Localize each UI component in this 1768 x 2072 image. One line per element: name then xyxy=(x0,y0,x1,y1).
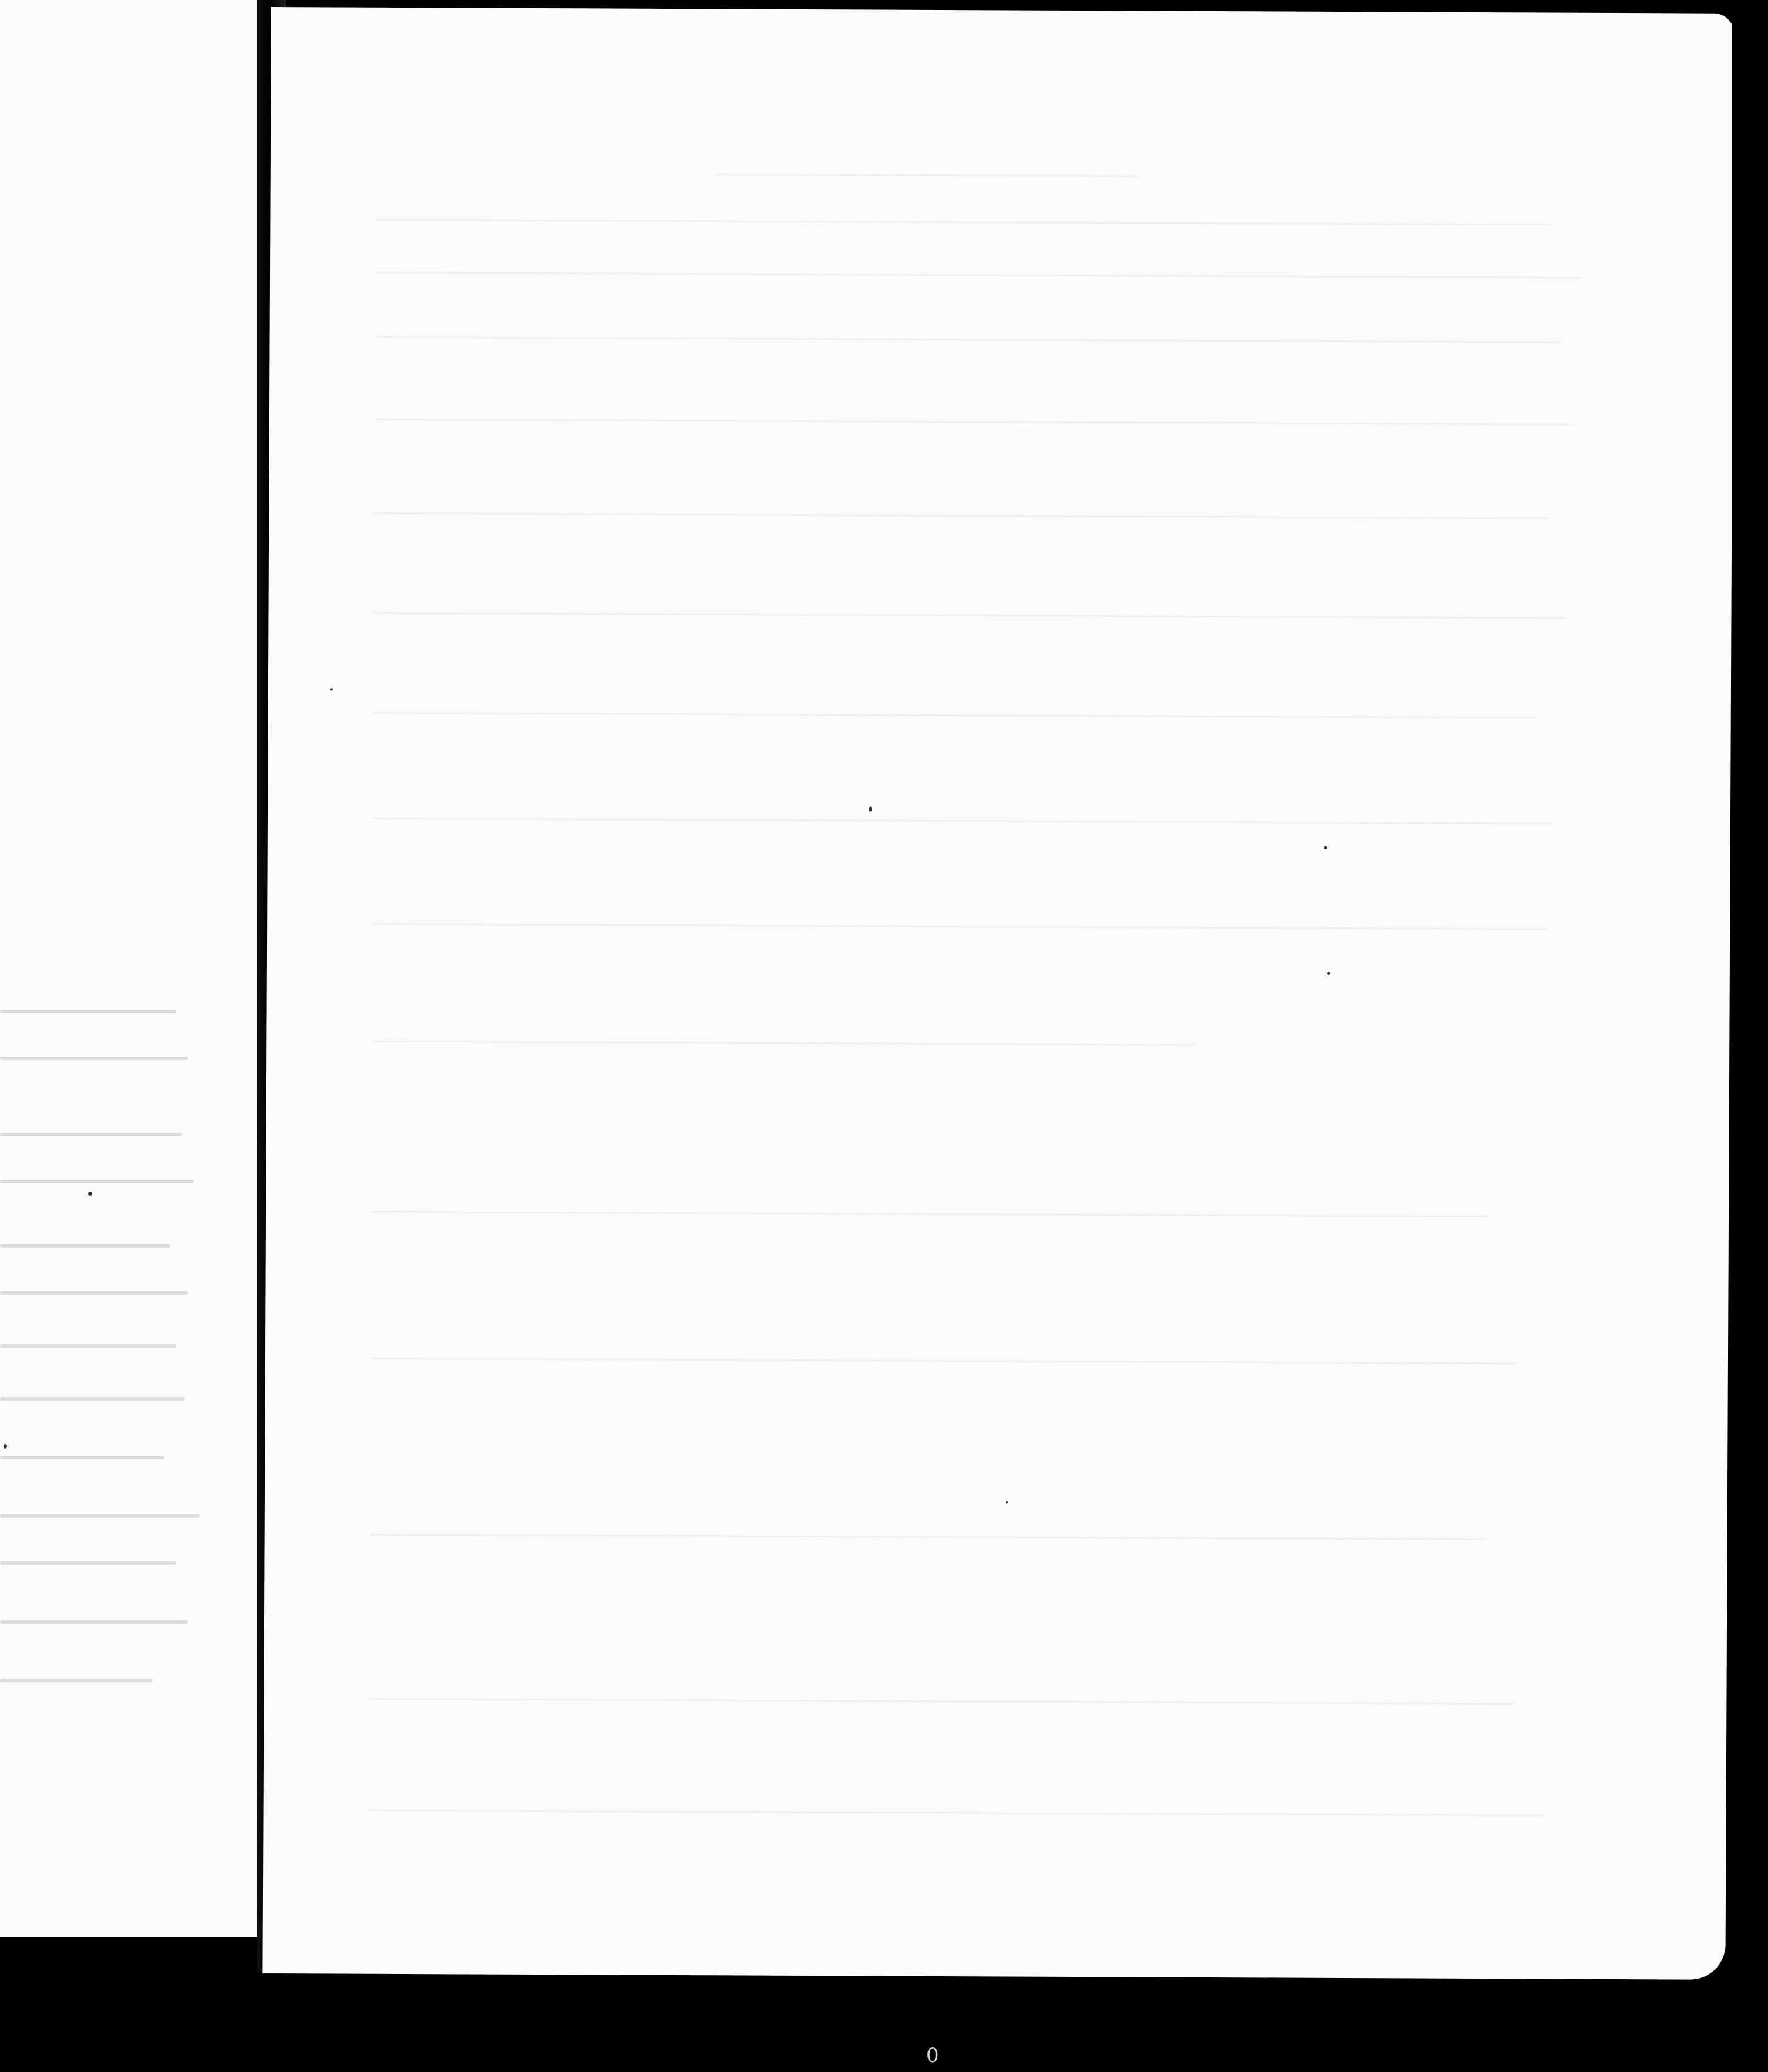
bleed-through-mark xyxy=(0,1291,188,1295)
show-through-line xyxy=(373,818,1553,825)
right-page-blank xyxy=(262,7,1734,1980)
bleed-through-mark xyxy=(0,1010,176,1013)
show-through-line xyxy=(369,1810,1543,1817)
bleed-through-mark xyxy=(0,1514,200,1518)
footer-mark: 0 xyxy=(926,2044,939,2067)
bleed-through-mark xyxy=(0,1133,182,1136)
show-through-line xyxy=(717,173,1139,177)
show-through-line xyxy=(374,712,1536,719)
ink-speck xyxy=(330,688,333,690)
show-through-line xyxy=(376,336,1561,343)
ink-speck xyxy=(88,1192,92,1196)
show-through-line xyxy=(374,612,1565,619)
bleed-through-mark xyxy=(0,1180,194,1183)
show-through-line xyxy=(370,1534,1486,1540)
bleed-through-mark xyxy=(0,1561,176,1565)
page-edge-shadow xyxy=(1732,0,1768,2072)
show-through-line xyxy=(372,1211,1487,1217)
show-through-line xyxy=(371,1358,1516,1365)
bleed-through-mark xyxy=(0,1397,185,1401)
ink-speck xyxy=(1324,846,1327,849)
show-through-line xyxy=(376,219,1550,226)
show-through-line xyxy=(369,1698,1514,1705)
bleed-through-mark xyxy=(0,1057,188,1060)
show-through-line xyxy=(372,1041,1194,1046)
show-through-line xyxy=(375,419,1573,426)
bleed-through-mark xyxy=(0,1456,164,1459)
bleed-through-mark xyxy=(0,1620,188,1624)
ink-speck xyxy=(1006,1501,1008,1503)
ink-speck xyxy=(1327,972,1330,975)
show-through-line xyxy=(374,512,1548,519)
ink-speck xyxy=(4,1444,7,1449)
show-through-line xyxy=(373,923,1547,930)
show-through-line xyxy=(376,272,1579,279)
left-page xyxy=(0,0,258,1937)
bleed-through-mark xyxy=(0,1244,170,1248)
bleed-through-mark xyxy=(0,1344,176,1348)
ink-speck xyxy=(869,806,872,811)
bleed-through-mark xyxy=(0,1679,153,1682)
